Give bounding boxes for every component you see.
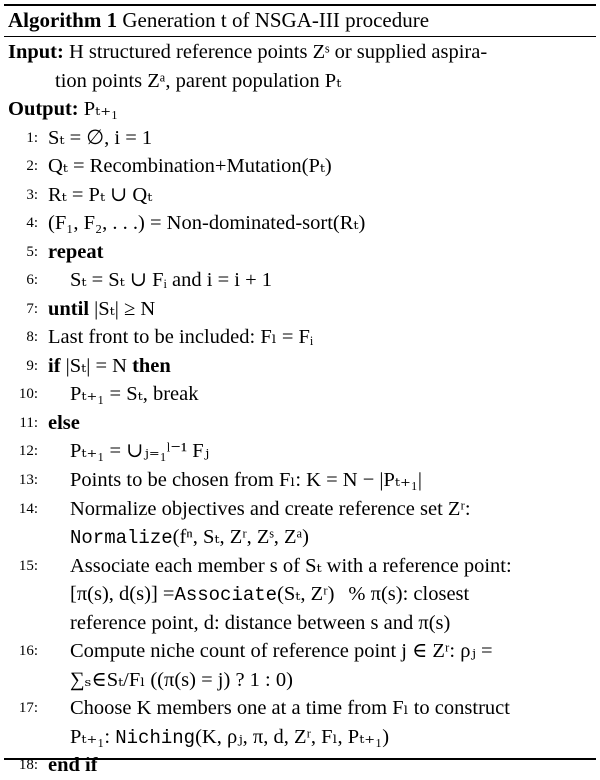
keyword-if: if [48,354,61,377]
step-11 [8,409,592,438]
keyword-end-if: end if [48,754,98,776]
output-value: Pₜ₊₁ [83,98,119,120]
step-10 [8,380,592,409]
caption-rule [4,36,596,37]
step-5 [8,238,592,267]
input-text-1: H structured reference points Zˢ or supplied aspira- [68,41,488,63]
code-associate: Associate [174,584,278,606]
step-17-cont [8,723,592,752]
line-number: 13: [18,472,38,488]
top-rule [4,4,596,6]
step-14-cont [8,523,592,552]
step-16-cont [8,666,592,695]
line-number: 10: [18,386,38,402]
step-text: Sₜ = Sₜ ∪ Fᵢ and i = i + 1 [70,269,273,291]
step-text: Choose K members one at a time from Fₗ to construct [70,697,510,719]
step-text: Last front to be included: Fₗ = Fᵢ [48,326,314,348]
step-4 [8,209,592,238]
line-number: 9: [26,357,38,374]
line-number: 12: [18,443,38,459]
line-number: 18: [18,757,38,773]
line-number: 1: [26,129,38,146]
line-number: 2: [26,158,38,174]
step-comment: % π(s): closest [348,583,470,605]
step-18 [8,751,592,780]
step-text: reference point, d: distance between s and π(s) [70,611,451,634]
step-text: Pₜ₊₁ = Sₜ, break [70,383,199,405]
step-9 [8,352,592,381]
bottom-rule [4,758,596,760]
step-text: |Sₜ| ≥ N [94,297,156,320]
step-6 [8,266,592,295]
step-text: Qₜ = Recombination+Mutation(Pₜ) [48,155,332,177]
input-line [8,38,592,67]
line-number: 17: [18,700,38,716]
algorithm-caption [8,7,429,33]
step-text: Pₜ₊₁ = ∪ⱼ₌₁ˡ⁻¹ Fⱼ [70,440,210,462]
output-line [8,95,592,124]
step-3 [8,181,592,210]
step-15-cont [8,580,592,609]
keyword-repeat: repeat [48,240,104,263]
algorithm-label: Algorithm 1 [8,8,118,32]
step-14 [8,495,592,524]
step-args: (K, ρⱼ, π, d, Zʳ, Fₗ, Pₜ₊₁) [195,725,390,748]
step-text: Associate each member s of Sₜ with a reference point: [70,554,512,577]
step-text: Sₜ = ∅, i = 1 [48,126,153,149]
step-text: Compute niche count of reference point j ∈ Zʳ: ρⱼ = [70,640,493,662]
step-17 [8,694,592,723]
keyword-then: then [132,354,171,377]
line-number: 14: [18,500,38,517]
input-line-cont [8,67,592,96]
keyword-else: else [48,411,80,434]
step-2 [8,152,592,181]
step-15-cont2 [8,609,592,638]
step-7 [8,295,592,324]
line-number: 8: [26,329,38,345]
keyword-until: until [48,297,90,320]
step-12 [8,437,592,466]
input-label: Input: [8,41,64,63]
step-text: Normalize objectives and create reference set Zʳ: [70,497,471,520]
step-13 [8,466,592,495]
line-number: 11: [19,414,38,431]
step-1 [8,124,592,153]
step-15 [8,552,592,581]
line-number: 5: [26,243,38,260]
step-args: (Sₜ, Zʳ) [277,583,335,605]
line-number: 7: [26,300,38,317]
line-number: 4: [26,215,38,231]
output-label: Output: [8,98,79,120]
input-text-2: tion points Zᵃ, parent population Pₜ [55,69,342,92]
step-text: ∑ₛ∈Sₜ/Fₗ ((π(s) = j) ? 1 : 0) [70,668,293,691]
step-text: Rₜ = Pₜ ∪ Qₜ [48,183,153,206]
step-prefix: [π(s), d(s)] = [70,583,175,605]
step-text: |Sₜ| = N [65,354,127,377]
step-args: (fⁿ, Sₜ, Zʳ, Zˢ, Zᵃ) [172,526,309,548]
step-prefix: Pₜ₊₁: [70,725,111,748]
line-number: 6: [26,272,38,288]
algorithm-title: Generation t of NSGA-III procedure [122,8,430,32]
line-number: 16: [18,643,38,659]
code-niching: Niching [115,726,196,749]
code-normalize: Normalize [70,527,173,549]
step-8 [8,323,592,352]
line-number: 15: [18,557,38,574]
step-text: (F₁, F₂, . . .) = Non-dominated-sort(Rₜ) [48,212,366,234]
step-16 [8,637,592,666]
algorithm-body [8,38,592,780]
line-number: 3: [26,186,38,203]
step-text: Points to be chosen from Fₗ: K = N − |Pₜ₊₁| [70,469,423,491]
